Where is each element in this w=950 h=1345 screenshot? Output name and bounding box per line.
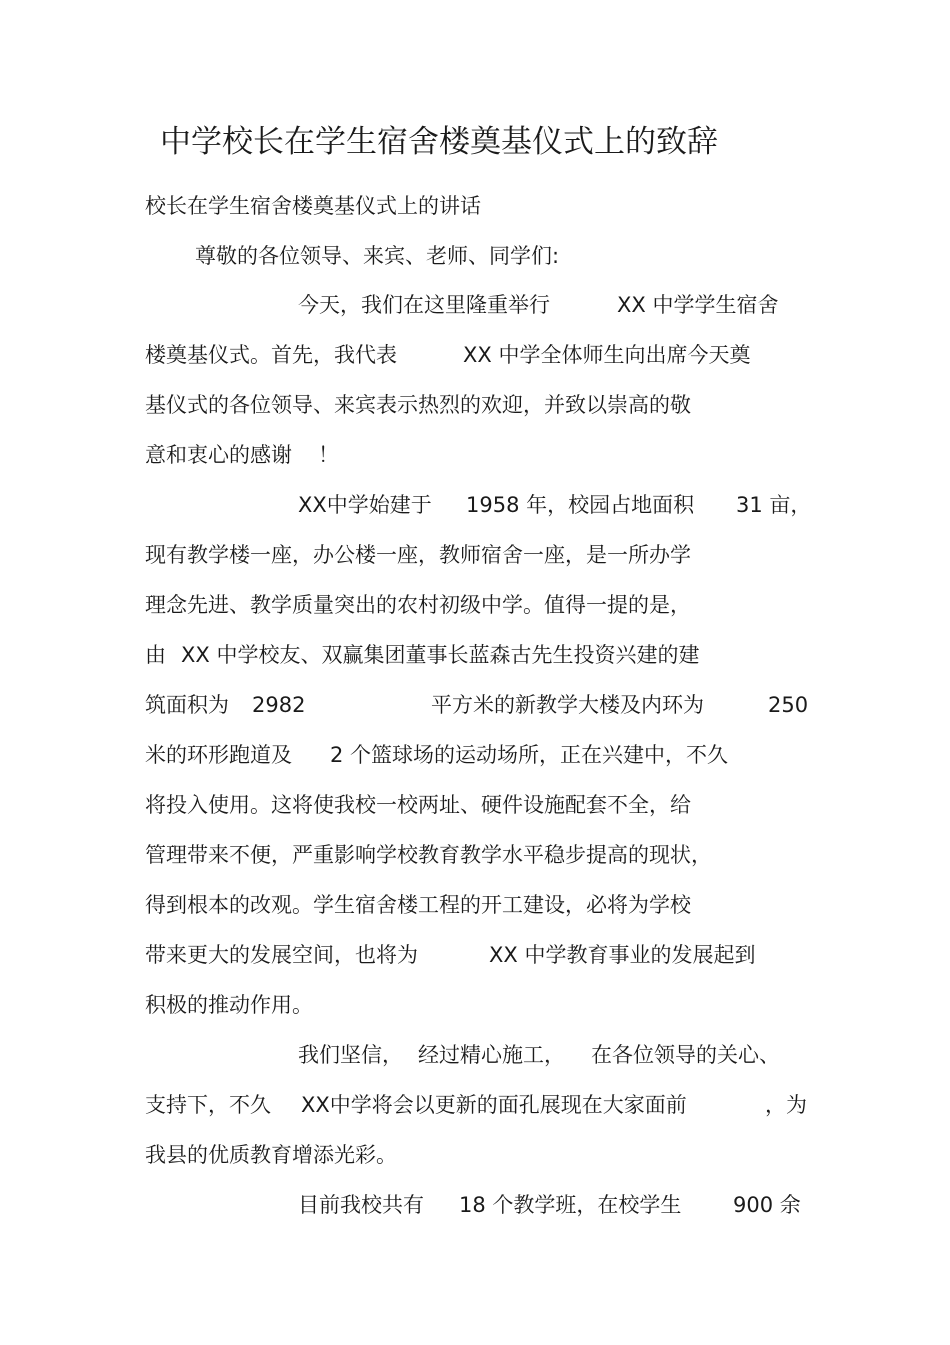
text-segment: 得到根本的改观。学生宿舍楼工程的开工建设，必将为学校	[145, 893, 691, 917]
text-segment: 18 个教学班，在校学生	[459, 1193, 682, 1217]
text-segment: 平方米的新教学大楼及内环为	[431, 693, 704, 717]
greeting-line: 尊敬的各位领导、来宾、老师、同学们:	[195, 244, 560, 268]
text-segment: 支持下，不久	[145, 1093, 271, 1117]
text-segment: 筑面积为	[145, 693, 229, 717]
text-segment: 米的环形跑道及	[145, 743, 292, 767]
text-segment: 现有教学楼一座，办公楼一座，教师宿舍一座，是一所办学	[145, 543, 691, 567]
text-segment: 目前我校共有	[298, 1193, 424, 1217]
text-segment: ！	[318, 443, 339, 467]
text-segment: 31 亩，	[736, 493, 812, 517]
text-segment: 积极的推动作用。	[145, 993, 313, 1017]
text-segment: 管理带来不便，严重影响学校教育教学水平稳步提高的现状，	[145, 843, 712, 867]
text-segment: 基仪式的各位领导、来宾表示热烈的欢迎，并致以崇高的敬	[145, 393, 691, 417]
document-subtitle: 校长在学生宿舍楼奠基仪式上的讲话	[145, 194, 481, 218]
document-title: 中学校长在学生宿舍楼奠基仪式上的致辞	[160, 124, 718, 160]
text-segment: XX中学将会以更新的面孔展现在大家面前	[301, 1093, 687, 1117]
text-segment: 经过精心施工，	[418, 1043, 565, 1067]
text-segment: XX中学始建于	[298, 493, 432, 517]
text-segment: XX 中学学生宿舍	[617, 293, 779, 317]
text-segment: 900 余	[733, 1193, 801, 1217]
text-segment: XX 中学校友、双赢集团董事长蓝森古先生投资兴建的建	[181, 643, 700, 667]
text-segment: 2982	[252, 693, 306, 717]
text-segment: 由	[145, 643, 166, 667]
text-segment: 我县的优质教育增添光彩。	[145, 1143, 397, 1167]
text-segment: 250	[768, 693, 809, 717]
text-segment: 1958 年，校园占地面积	[466, 493, 695, 517]
text-segment: 楼奠基仪式。首先，我代表	[145, 343, 397, 367]
text-segment: XX 中学全体师生向出席今天奠	[463, 343, 751, 367]
text-segment: 在各位领导的关心、	[591, 1043, 780, 1067]
text-segment: XX 中学教育事业的发展起到	[489, 943, 756, 967]
text-segment: 将投入使用。这将使我校一校两址、硬件设施配套不全，给	[145, 793, 691, 817]
text-segment: ，为	[765, 1093, 807, 1117]
text-segment: 理念先进、教学质量突出的农村初级中学。值得一提的是，	[145, 593, 691, 617]
text-segment: 带来更大的发展空间，也将为	[145, 943, 418, 967]
text-segment: 我们坚信，	[298, 1043, 403, 1067]
text-segment: 意和衷心的感谢	[145, 443, 292, 467]
text-segment: 今天，我们在这里隆重举行	[298, 293, 550, 317]
text-segment: 2 个篮球场的运动场所，正在兴建中，不久	[330, 743, 729, 767]
